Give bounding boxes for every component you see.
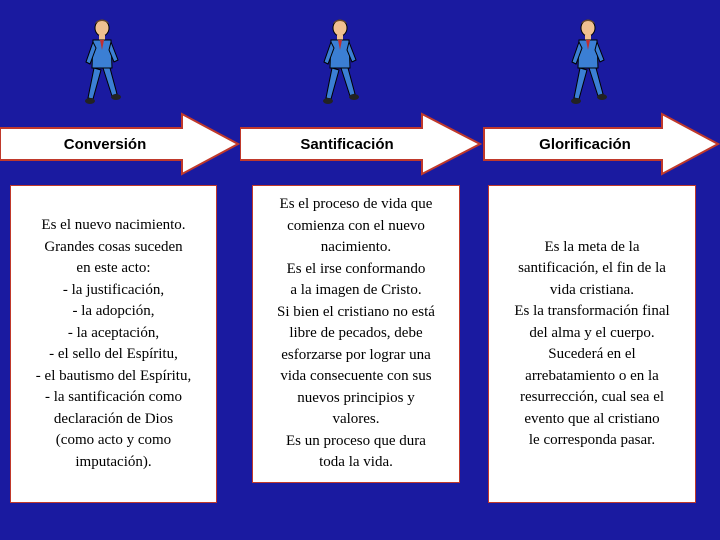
stage-description-conversion: Es el nuevo nacimiento. Grandes cosas suceden en este acto: - la justificación, - la adopción, - la aceptación, - el sello del Espíritu, - el bautismo del Espíritu, - la santificación como declaración de Dios (como acto y como imputación).: [10, 185, 217, 503]
walking-man-icon: [82, 18, 122, 108]
stage-title-santificacion: Santificación: [300, 136, 394, 153]
stage-title-conversion: Conversión: [63, 136, 147, 153]
walking-man-icon: [320, 18, 360, 108]
stage-description-glorificacion: Es la meta de la santificación, el fin de la vida cristiana. Es la transformación final del alma y el cuerpo. Sucederá en el arrebatamiento o en la resurrección, cual sea el evento que al cristiano le corresponda pasar.: [488, 185, 696, 503]
stage-description-santificacion: Es el proceso de vida que comienza con el nuevo nacimiento. Es el irse conformando a la imagen de Cristo. Si bien el cristiano no está libre de pecados, debe esforzarse por lograr una vida consecuente con sus nuevos principios y valores. Es un proceso que dura toda la vida.: [252, 185, 460, 483]
stage-title-glorificacion: Glorificación: [539, 136, 631, 153]
walking-man-icon: [568, 18, 608, 108]
